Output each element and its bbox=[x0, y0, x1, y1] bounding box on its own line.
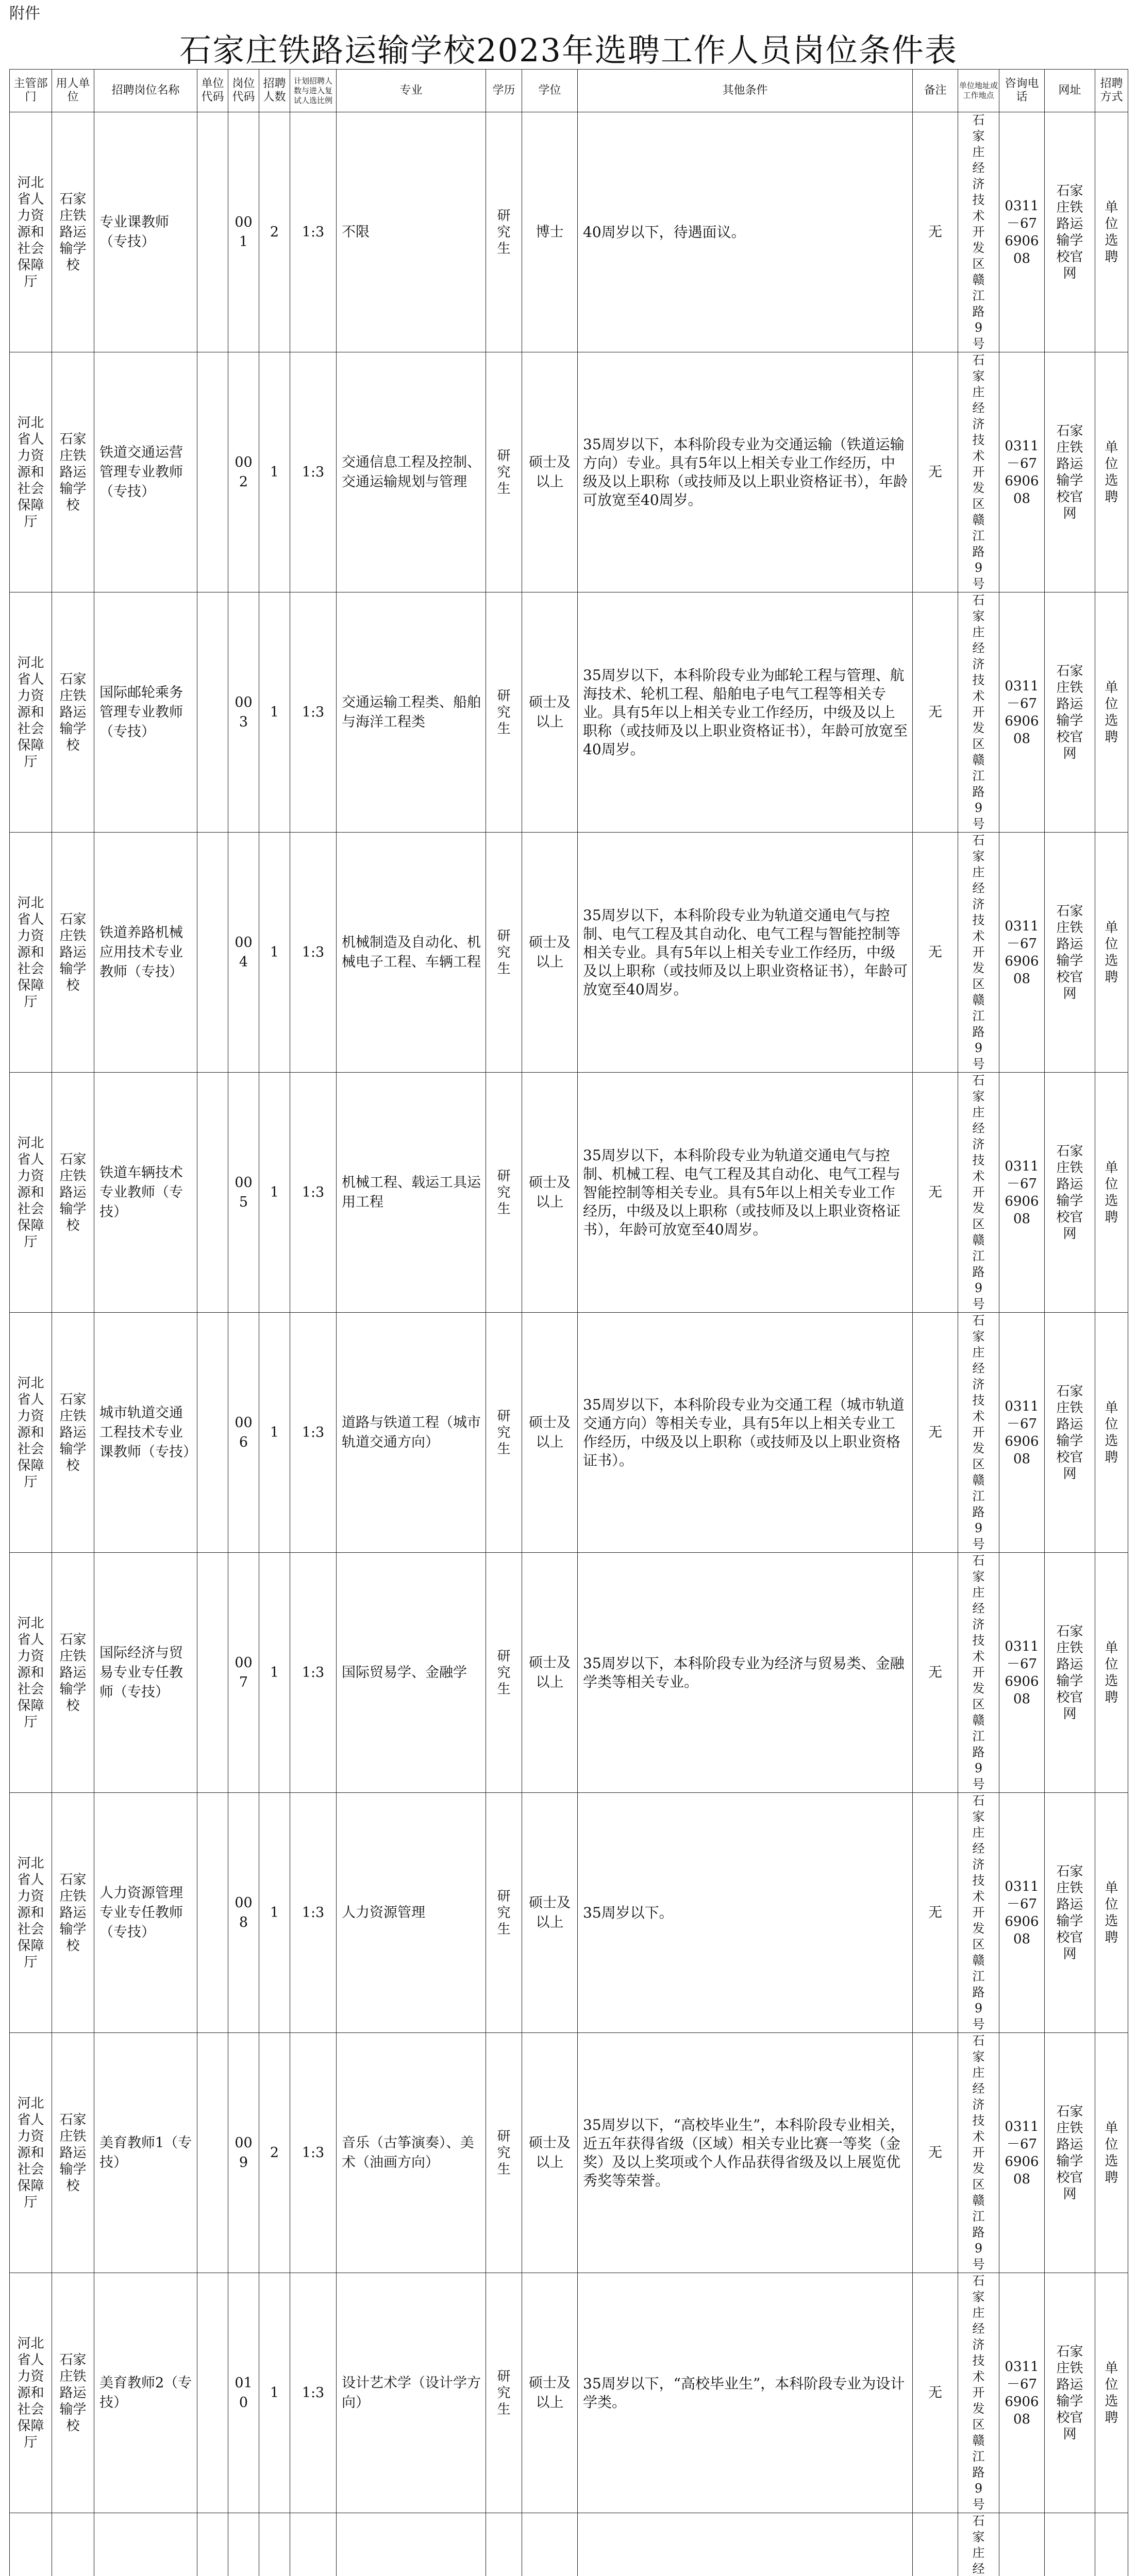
cell-remark: 无 bbox=[913, 1793, 958, 2033]
cell-other: 40周岁以下，待遇面议。 bbox=[578, 112, 913, 352]
cell-unit-code bbox=[197, 112, 228, 352]
table-row bbox=[10, 592, 1128, 833]
cell-major: 交通运输工程类、船舶与海洋工程类 bbox=[337, 592, 486, 833]
cell-degree: 硕士及以上 bbox=[522, 2033, 578, 2273]
cell-location: 石家庄经 bbox=[958, 2513, 999, 2576]
col-phone: 咨询电话 bbox=[999, 70, 1045, 112]
cell-location: 石家庄经济技术开发区赣江路9号 bbox=[958, 1073, 999, 1313]
cell-phone: 0311－67690608 bbox=[999, 1793, 1045, 2033]
cell-other: 35周岁以下，“高校毕业生”，本科阶段专业相关，近五年获得省级（区域）相关专业比赛一等奖（金奖）及以上奖项或个人作品获得省级及以上展览优秀奖等荣誉。 bbox=[578, 2033, 913, 2273]
col-position: 招聘岗位名称 bbox=[94, 70, 197, 112]
cell-ratio: 1:3 bbox=[290, 1553, 337, 1793]
cell-major: 不限 bbox=[337, 112, 486, 352]
cell-phone bbox=[999, 2513, 1045, 2576]
cell-employer: 石家庄铁路运输学校 bbox=[52, 833, 94, 1073]
cell-location: 石家庄经济技术开发区赣江路9号 bbox=[958, 112, 999, 352]
cell-location: 石家庄经济技术开发区赣江路9号 bbox=[958, 1313, 999, 1553]
cell-other: 35周岁以下，“高校毕业生”，本科阶段专业为设计学类。 bbox=[578, 2273, 913, 2513]
cell-position: 铁道车辆技术专业教师（专技） bbox=[94, 1073, 197, 1313]
cell-website: 石家庄铁路运输学校官网 bbox=[1045, 352, 1095, 592]
cell-degree: 硕士及以上 bbox=[522, 833, 578, 1073]
cell-unit-code bbox=[197, 833, 228, 1073]
cell-dept: 河北省人力资源和社会保障厅 bbox=[10, 1073, 52, 1313]
cell-education: 研究生 bbox=[486, 833, 522, 1073]
cell-degree: 硕士及以上 bbox=[522, 1793, 578, 2033]
cell-degree: 硕士及以上 bbox=[522, 592, 578, 833]
cell-website: 石家庄铁路运输学校官网 bbox=[1045, 1073, 1095, 1313]
table-row bbox=[10, 1553, 1128, 1793]
cell-position: 美育教师2（专技） bbox=[94, 2273, 197, 2513]
cell-method: 单位选聘 bbox=[1095, 592, 1128, 833]
cell-degree: 硕士及以上 bbox=[522, 352, 578, 592]
cell-website: 石家庄铁路运输学校官网 bbox=[1045, 1313, 1095, 1553]
cell-employer: 石家庄铁路运输学校 bbox=[52, 592, 94, 833]
cell-unit-code bbox=[197, 2273, 228, 2513]
cell-education: 研究生 bbox=[486, 112, 522, 352]
cell-website: 石家庄铁路运输学校官网 bbox=[1045, 1793, 1095, 2033]
cell-website: 石家庄铁路运输学校官网 bbox=[1045, 592, 1095, 833]
cell-count: 1 bbox=[259, 1313, 290, 1553]
cell-major: 道路与铁道工程（城市轨道交通方向） bbox=[337, 1313, 486, 1553]
cell-count: 1 bbox=[259, 592, 290, 833]
cell-phone: 0311－67690608 bbox=[999, 2273, 1045, 2513]
cell-website: 石家庄铁路运输学校官网 bbox=[1045, 833, 1095, 1073]
cell-post-code: 004 bbox=[228, 833, 259, 1073]
cell-education: 研究生 bbox=[486, 1313, 522, 1553]
cell-degree: 硕士及以上 bbox=[522, 1313, 578, 1553]
cell-other: 35周岁以下，本科阶段专业为轨道交通电气与控制、机械工程、电气工程及其自动化、电气工程与智能控制等相关专业。具有5年以上相关专业工作经历，中级及以上职称（或技师及以上职业资格证书），年龄可放宽至40周岁。 bbox=[578, 1073, 913, 1313]
cell-method: 单位选聘 bbox=[1095, 352, 1128, 592]
col-count: 招聘人数 bbox=[259, 70, 290, 112]
cell-website bbox=[1045, 2513, 1095, 2576]
table-row bbox=[10, 833, 1128, 1073]
cell-degree: 硕士及以上 bbox=[522, 1553, 578, 1793]
cell-phone: 0311－67690608 bbox=[999, 1553, 1045, 1793]
cell-method: 单位选聘 bbox=[1095, 1073, 1128, 1313]
cell-count bbox=[259, 2513, 290, 2576]
cell-unit-code bbox=[197, 1553, 228, 1793]
cell-education: 研究生 bbox=[486, 2033, 522, 2273]
cell-count: 1 bbox=[259, 2273, 290, 2513]
col-degree: 学位 bbox=[522, 70, 578, 112]
cell-employer: 石家庄铁路运输学校 bbox=[52, 2273, 94, 2513]
cell-employer: 石家庄铁路运输学校 bbox=[52, 352, 94, 592]
cell-method: 单位选聘 bbox=[1095, 1553, 1128, 1793]
cell-position: 美育教师1（专技） bbox=[94, 2033, 197, 2273]
table-row bbox=[10, 1313, 1128, 1553]
page-title: 石家庄铁路运输学校2023年选聘工作人员岗位条件表 bbox=[0, 30, 1137, 71]
cell-degree: 博士 bbox=[522, 112, 578, 352]
cell-ratio: 1:3 bbox=[290, 833, 337, 1073]
cell-post-code: 008 bbox=[228, 1793, 259, 2033]
cell-degree bbox=[522, 2513, 578, 2576]
cell-ratio: 1:3 bbox=[290, 352, 337, 592]
table-row bbox=[10, 2513, 1128, 2576]
cell-ratio: 1:3 bbox=[290, 1793, 337, 2033]
cell-position bbox=[94, 2513, 197, 2576]
cell-ratio: 1:3 bbox=[290, 2273, 337, 2513]
cell-phone: 0311－67690608 bbox=[999, 2033, 1045, 2273]
cell-education: 研究生 bbox=[486, 592, 522, 833]
cell-method: 单位选聘 bbox=[1095, 112, 1128, 352]
cell-post-code: 005 bbox=[228, 1073, 259, 1313]
cell-method: 单位选聘 bbox=[1095, 833, 1128, 1073]
cell-employer: 石家庄铁路运输学校 bbox=[52, 2033, 94, 2273]
cell-ratio: 1:3 bbox=[290, 112, 337, 352]
cell-location: 石家庄经济技术开发区赣江路9号 bbox=[958, 352, 999, 592]
cell-position: 铁道交通运营管理专业教师（专技） bbox=[94, 352, 197, 592]
cell-major: 人力资源管理 bbox=[337, 1793, 486, 2033]
cell-count: 2 bbox=[259, 112, 290, 352]
col-location: 单位地址或工作地点 bbox=[958, 70, 999, 112]
cell-count: 2 bbox=[259, 2033, 290, 2273]
col-dept: 主管部门 bbox=[10, 70, 52, 112]
col-post-code: 岗位代码 bbox=[228, 70, 259, 112]
cell-phone: 0311－67690608 bbox=[999, 833, 1045, 1073]
cell-major: 机械工程、载运工具运用工程 bbox=[337, 1073, 486, 1313]
cell-post-code: 006 bbox=[228, 1313, 259, 1553]
cell-count: 1 bbox=[259, 1553, 290, 1793]
cell-dept: 河北省人力资源和社会保障厅 bbox=[10, 833, 52, 1073]
cell-other bbox=[578, 2513, 913, 2576]
cell-major: 国际贸易学、金融学 bbox=[337, 1553, 486, 1793]
cell-post-code: 002 bbox=[228, 352, 259, 592]
cell-dept: 河北省人力资源和社会保障厅 bbox=[10, 112, 52, 352]
cell-phone: 0311－67690608 bbox=[999, 1313, 1045, 1553]
cell-post-code: 003 bbox=[228, 592, 259, 833]
cell-major: 音乐（古筝演奏）、美术（油画方向） bbox=[337, 2033, 486, 2273]
cell-remark: 无 bbox=[913, 352, 958, 592]
cell-remark bbox=[913, 2513, 958, 2576]
cell-location: 石家庄经济技术开发区赣江路9号 bbox=[958, 1793, 999, 2033]
cell-position: 城市轨道交通工程技术专业课教师（专技） bbox=[94, 1313, 197, 1553]
cell-major: 交通信息工程及控制、交通运输规划与管理 bbox=[337, 352, 486, 592]
cell-unit-code bbox=[197, 1073, 228, 1313]
col-employer: 用人单位 bbox=[52, 70, 94, 112]
cell-unit-code bbox=[197, 1793, 228, 2033]
cell-location: 石家庄经济技术开发区赣江路9号 bbox=[958, 592, 999, 833]
col-other: 其他条件 bbox=[578, 70, 913, 112]
cell-education: 研究生 bbox=[486, 1793, 522, 2033]
cell-unit-code bbox=[197, 352, 228, 592]
cell-remark: 无 bbox=[913, 1313, 958, 1553]
cell-location: 石家庄经济技术开发区赣江路9号 bbox=[958, 2273, 999, 2513]
cell-major: 机械制造及自动化、机械电子工程、车辆工程 bbox=[337, 833, 486, 1073]
cell-website: 石家庄铁路运输学校官网 bbox=[1045, 1553, 1095, 1793]
table-row bbox=[10, 2033, 1128, 2273]
table-row bbox=[10, 1073, 1128, 1313]
table-body bbox=[10, 112, 1128, 2576]
cell-dept: 河北省人力资源和社会保障厅 bbox=[10, 2033, 52, 2273]
cell-degree: 硕士及以上 bbox=[522, 1073, 578, 1313]
col-unit-code: 单位代码 bbox=[197, 70, 228, 112]
cell-remark: 无 bbox=[913, 112, 958, 352]
cell-location: 石家庄经济技术开发区赣江路9号 bbox=[958, 2033, 999, 2273]
cell-ratio: 1:3 bbox=[290, 1073, 337, 1313]
table-row bbox=[10, 112, 1128, 352]
cell-count: 1 bbox=[259, 1073, 290, 1313]
table-row bbox=[10, 2273, 1128, 2513]
cell-dept: 河北省人力资源和社会保障厅 bbox=[10, 2273, 52, 2513]
cell-post-code: 001 bbox=[228, 112, 259, 352]
cell-education: 研究生 bbox=[486, 1553, 522, 1793]
cell-other: 35周岁以下。 bbox=[578, 1793, 913, 2033]
cell-position: 国际经济与贸易专业专任教师（专技） bbox=[94, 1553, 197, 1793]
cell-post-code: 007 bbox=[228, 1553, 259, 1793]
cell-unit-code bbox=[197, 592, 228, 833]
col-education: 学历 bbox=[486, 70, 522, 112]
cell-position: 铁道养路机械应用技术专业教师（专技） bbox=[94, 833, 197, 1073]
cell-remark: 无 bbox=[913, 833, 958, 1073]
cell-dept: 河北省人力资源和社会保障厅 bbox=[10, 592, 52, 833]
cell-education: 研究生 bbox=[486, 352, 522, 592]
col-website: 网址 bbox=[1045, 70, 1095, 112]
cell-post-code: 009 bbox=[228, 2033, 259, 2273]
cell-position: 专业课教师（专技） bbox=[94, 112, 197, 352]
cell-position: 国际邮轮乘务管理专业教师（专技） bbox=[94, 592, 197, 833]
cell-remark: 无 bbox=[913, 592, 958, 833]
cell-method: 单位选聘 bbox=[1095, 1313, 1128, 1553]
cell-website: 石家庄铁路运输学校官网 bbox=[1045, 2273, 1095, 2513]
cell-other: 35周岁以下，本科阶段专业为邮轮工程与管理、航海技术、轮机工程、船舶电子电气工程等相关专业。具有5年以上相关专业工作经历，中级及以上职称（或技师及以上职业资格证书），年龄可放宽至40周岁。 bbox=[578, 592, 913, 833]
cell-phone: 0311－67690608 bbox=[999, 1073, 1045, 1313]
cell-employer: 石家庄铁路运输学校 bbox=[52, 1553, 94, 1793]
cell-unit-code bbox=[197, 2033, 228, 2273]
cell-phone: 0311－67690608 bbox=[999, 352, 1045, 592]
cell-employer: 石家庄铁路运输学校 bbox=[52, 1313, 94, 1553]
cell-location: 石家庄经济技术开发区赣江路9号 bbox=[958, 1553, 999, 1793]
col-ratio: 计划招聘人数与进入复试人选比例 bbox=[290, 70, 337, 112]
cell-education: 研究生 bbox=[486, 2273, 522, 2513]
cell-education bbox=[486, 2513, 522, 2576]
cell-method: 单位选聘 bbox=[1095, 2033, 1128, 2273]
cell-website: 石家庄铁路运输学校官网 bbox=[1045, 112, 1095, 352]
cell-major bbox=[337, 2513, 486, 2576]
cell-major: 设计艺术学（设计学方向） bbox=[337, 2273, 486, 2513]
cell-dept: 河北省人力资源和社会保障厅 bbox=[10, 1313, 52, 1553]
cell-website: 石家庄铁路运输学校官网 bbox=[1045, 2033, 1095, 2273]
cell-phone: 0311－67690608 bbox=[999, 112, 1045, 352]
cell-count: 1 bbox=[259, 1793, 290, 2033]
cell-location: 石家庄经济技术开发区赣江路9号 bbox=[958, 833, 999, 1073]
cell-other: 35周岁以下，本科阶段专业为轨道交通电气与控制、电气工程及其自动化、电气工程与智能控制等相关专业。具有5年以上相关专业工作经历，中级及以上职称（或技师及以上职业资格证书），年龄可放宽至40周岁。 bbox=[578, 833, 913, 1073]
cell-other: 35周岁以下，本科阶段专业为经济与贸易类、金融学类等相关专业。 bbox=[578, 1553, 913, 1793]
cell-employer: 石家庄铁路运输学校 bbox=[52, 112, 94, 352]
header-row bbox=[10, 70, 1128, 112]
attachment-label: 附件 bbox=[9, 2, 40, 26]
cell-post-code: 010 bbox=[228, 2273, 259, 2513]
cell-other: 35周岁以下，本科阶段专业为交通运输（铁道运输方向）专业。具有5年以上相关专业工作经历，中级及以上职称（或技师及以上职业资格证书），年龄可放宽至40周岁。 bbox=[578, 352, 913, 592]
cell-method bbox=[1095, 2513, 1128, 2576]
cell-employer bbox=[52, 2513, 94, 2576]
col-remark: 备注 bbox=[913, 70, 958, 112]
cell-other: 35周岁以下，本科阶段专业为交通工程（城市轨道交通方向）等相关专业，具有5年以上相关专业工作经历，中级及以上职称（或技师及以上职业资格证书）。 bbox=[578, 1313, 913, 1553]
cell-dept: 河北省人力资源和社会保障厅 bbox=[10, 1553, 52, 1793]
cell-phone: 0311－67690608 bbox=[999, 592, 1045, 833]
cell-dept bbox=[10, 2513, 52, 2576]
col-major: 专业 bbox=[337, 70, 486, 112]
col-method: 招聘方式 bbox=[1095, 70, 1128, 112]
cell-ratio bbox=[290, 2513, 337, 2576]
cell-post-code bbox=[228, 2513, 259, 2576]
cell-ratio: 1:3 bbox=[290, 1313, 337, 1553]
cell-method: 单位选聘 bbox=[1095, 2273, 1128, 2513]
cell-dept: 河北省人力资源和社会保障厅 bbox=[10, 352, 52, 592]
cell-ratio: 1:3 bbox=[290, 592, 337, 833]
cell-employer: 石家庄铁路运输学校 bbox=[52, 1793, 94, 2033]
cell-ratio: 1:3 bbox=[290, 2033, 337, 2273]
cell-remark: 无 bbox=[913, 2273, 958, 2513]
cell-count: 1 bbox=[259, 352, 290, 592]
cell-unit-code bbox=[197, 1313, 228, 1553]
positions-table bbox=[9, 69, 1128, 2576]
cell-education: 研究生 bbox=[486, 1073, 522, 1313]
table-row bbox=[10, 352, 1128, 592]
table-row bbox=[10, 1793, 1128, 2033]
cell-employer: 石家庄铁路运输学校 bbox=[52, 1073, 94, 1313]
cell-count: 1 bbox=[259, 833, 290, 1073]
cell-dept: 河北省人力资源和社会保障厅 bbox=[10, 1793, 52, 2033]
cell-method: 单位选聘 bbox=[1095, 1793, 1128, 2033]
cell-position: 人力资源管理专业专任教师（专技） bbox=[94, 1793, 197, 2033]
cell-remark: 无 bbox=[913, 1553, 958, 1793]
cell-unit-code bbox=[197, 2513, 228, 2576]
cell-remark: 无 bbox=[913, 2033, 958, 2273]
cell-degree: 硕士及以上 bbox=[522, 2273, 578, 2513]
cell-remark: 无 bbox=[913, 1073, 958, 1313]
